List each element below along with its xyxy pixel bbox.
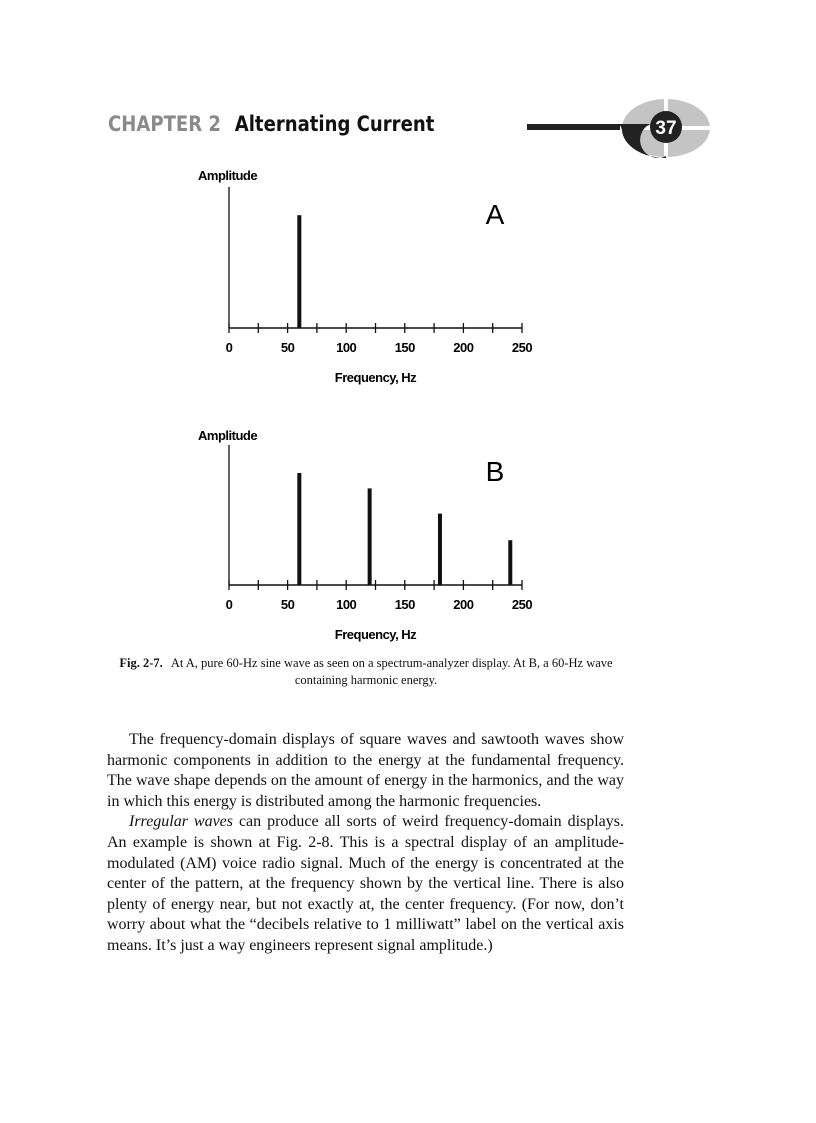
spectral-line <box>508 540 512 585</box>
paragraph-text: The frequency-domain displays of square waves and sawtooth waves show harmonic components in addition to the energy at the fundamental frequency. The wave shape depends on the amount of energy in the harmonics, and the way in which this energy is distributed among the harmonic frequencies. <box>107 731 624 810</box>
italic-term: Irregular waves <box>129 813 234 831</box>
y-axis-label: Amplitude <box>198 168 258 183</box>
paragraph <box>107 812 624 956</box>
paragraph <box>107 730 624 812</box>
body-text <box>107 730 624 957</box>
x-tick-label: 50 <box>280 340 295 355</box>
x-tick-label: 200 <box>453 597 474 612</box>
panel-label: A <box>485 199 505 230</box>
x-tick-label: 250 <box>511 340 533 355</box>
x-axis-label: Frequency, Hz <box>334 370 417 385</box>
panel-label: B <box>485 456 505 487</box>
header-rule <box>527 124 627 130</box>
spectrum-chart-a <box>190 160 550 400</box>
spectrum-chart-b <box>190 420 550 660</box>
x-tick-label: 150 <box>394 597 415 612</box>
x-axis-label: Frequency, Hz <box>334 627 417 642</box>
x-tick-label: 100 <box>336 597 357 612</box>
x-tick-label: 150 <box>394 340 415 355</box>
x-tick-label: 0 <box>225 597 233 612</box>
x-tick-label: 0 <box>225 340 233 355</box>
x-tick-label: 250 <box>511 597 533 612</box>
spectral-line <box>438 514 442 585</box>
page-number-badge <box>620 98 712 158</box>
paragraph-text: can produce all sorts of weird frequency-domain displays. An example is shown at Fig. 2-8. This is a spectral display of an amplitude-modulated (AM) voice radio signal. Much of the energy is concentrated at the center of the pattern, at the frequency shown by the vertical line. There is also plenty of energy near, but not exactly at, the center frequency. (For now, don’t worry about what the “decibels relative to 1 milliwatt” label on the vertical axis means. It’s just a way engineers represent signal amplitude.) <box>107 813 625 954</box>
x-tick-label: 100 <box>336 340 357 355</box>
x-tick-label: 200 <box>453 340 474 355</box>
x-tick-label: 50 <box>280 597 295 612</box>
figure-caption <box>106 655 626 689</box>
caption-label: Fig. 2-7. <box>119 656 163 670</box>
y-axis-label: Amplitude <box>198 428 258 443</box>
chapter-label: CHAPTER 2 <box>108 112 222 136</box>
running-header <box>108 112 434 136</box>
spectral-line <box>297 473 301 585</box>
spectral-line <box>297 215 301 328</box>
spectral-line <box>368 488 372 585</box>
page-number: 37 <box>655 118 677 139</box>
chapter-title: Alternating Current <box>234 112 435 136</box>
caption-text: At A, pure 60-Hz sine wave as seen on a spectrum-analyzer display. At B, a 60-Hz wave containing harmonic energy. <box>170 656 613 687</box>
